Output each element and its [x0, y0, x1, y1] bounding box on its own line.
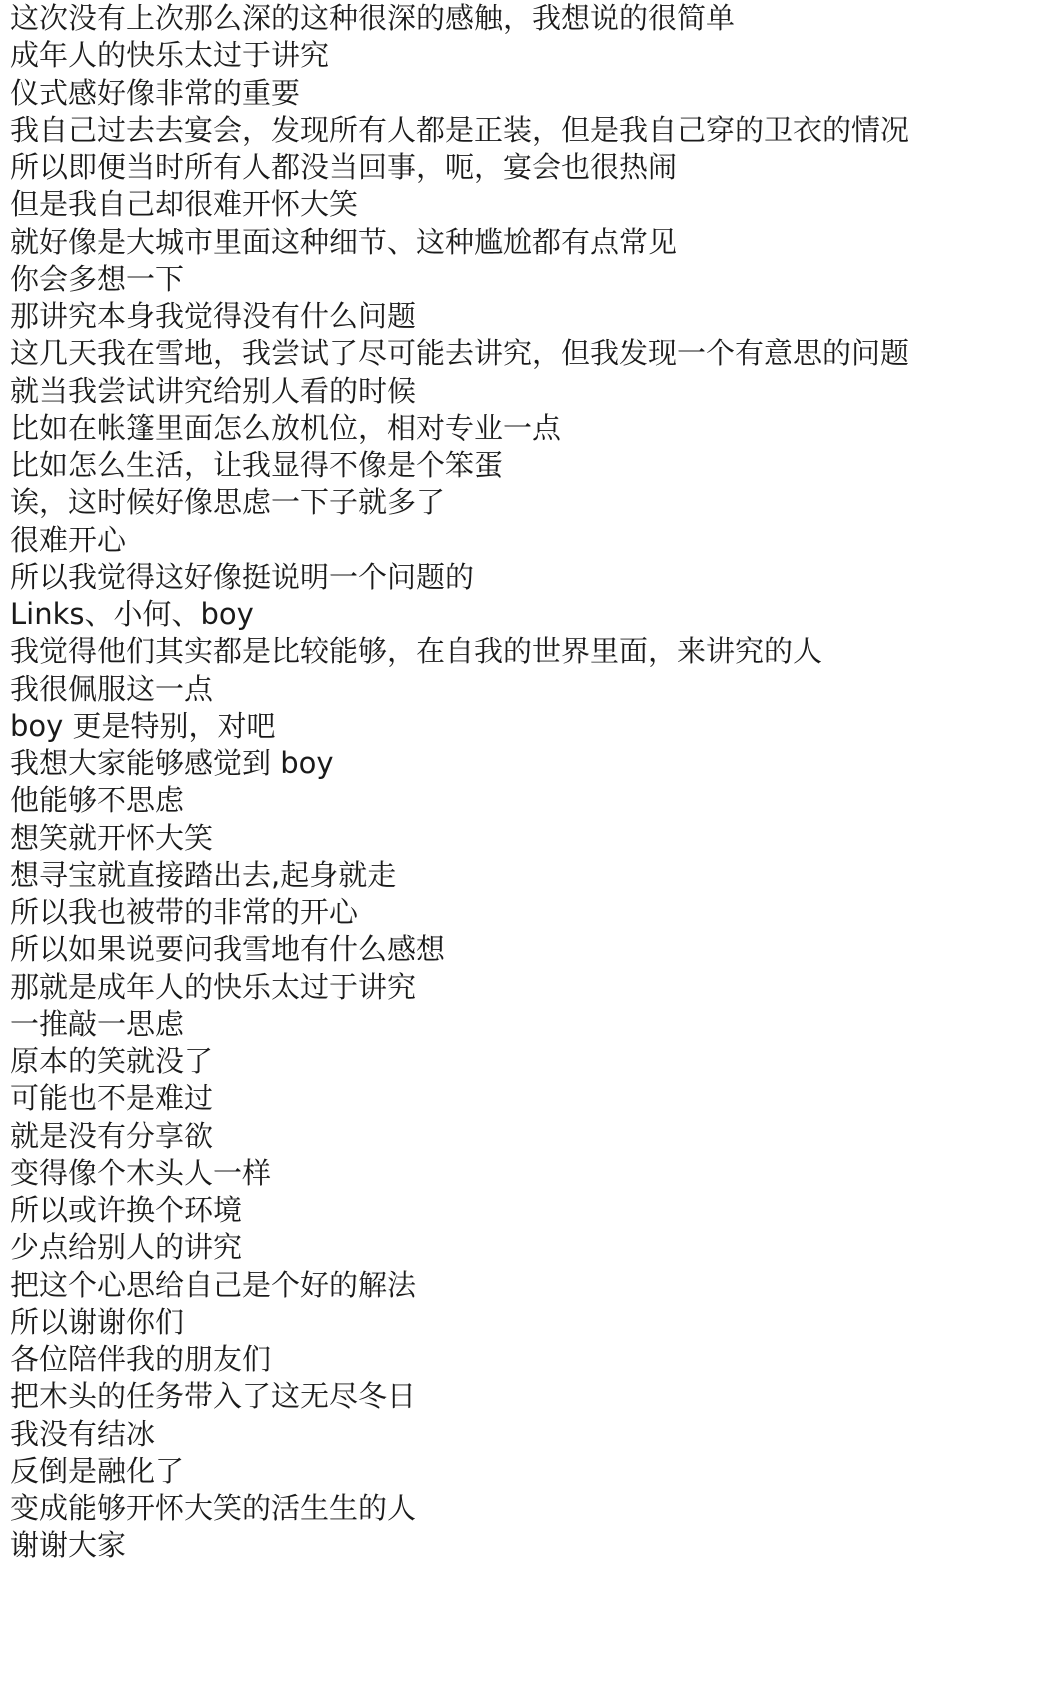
text-line: 我自己过去去宴会，发现所有人都是正装，但是我自己穿的卫衣的情况 [10, 112, 910, 147]
text-line: 变得像个木头人一样 [10, 1155, 272, 1190]
text-line: 谢谢大家 [10, 1528, 127, 1563]
text-line: 把木头的任务带入了这无尽冬日 [10, 1379, 417, 1414]
text-line: 想寻宝就直接踏出去,起身就走 [10, 857, 397, 892]
text-line: 他能够不思虑 [10, 783, 185, 818]
text-line: 我想大家能够感觉到 boy [10, 746, 334, 780]
text-line: 比如怎么生活，让我显得不像是个笨蛋 [10, 448, 504, 482]
text-line: 这几天我在雪地，我尝试了尽可能去讲究，但我发现一个有意思的问题 [10, 336, 910, 371]
text-line: 一推敲一思虑 [10, 1006, 185, 1041]
text-line: 这次没有上次那么深的这种很深的感触，我想说的很简单 [10, 1, 736, 35]
text-line: 但是我自己却很难开怀大笑 [10, 187, 359, 222]
text-line: 所以或许换个环境 [10, 1193, 243, 1227]
text-line: 所以即便当时所有人都没当回事，呃，宴会也很热闹 [10, 150, 678, 184]
text-line: 那就是成年人的快乐太过于讲究 [10, 969, 417, 1004]
text-line: 诶，这时候好像思虑一下子就多了 [10, 485, 446, 520]
text-line: 变成能够开怀大笑的活生生的人 [10, 1491, 417, 1525]
text-line: 比如在帐篷里面怎么放机位，相对专业一点 [10, 410, 562, 445]
text-line: 我没有结冰 [10, 1416, 156, 1451]
text-line: 把这个心思给自己是个好的解法 [10, 1267, 417, 1302]
text-line: 各位陪伴我的朋友们 [10, 1342, 272, 1376]
text-line: 仪式感好像非常的重要 [10, 75, 301, 110]
text-line: 所以我也被带的非常的开心 [10, 895, 359, 929]
text-line: 反倒是融化了 [10, 1453, 185, 1488]
text-line: 少点给别人的讲究 [10, 1230, 243, 1265]
text-line: 成年人的快乐太过于讲究 [10, 38, 330, 73]
text-line: 就是没有分享欲 [10, 1118, 214, 1153]
text-line: 那讲究本身我觉得没有什么问题 [10, 299, 417, 333]
text-line: 原本的笑就没了 [10, 1044, 214, 1078]
text-line: 所以谢谢你们 [10, 1304, 185, 1339]
text-line: boy 更是特别，对吧 [10, 708, 276, 743]
text-line: 我很佩服这一点 [10, 671, 214, 706]
text-line: 想笑就开怀大笑 [10, 820, 214, 855]
text-line: 所以我觉得这好像挺说明一个问题的 [10, 559, 475, 594]
text-line: Links、小何、boy [10, 597, 254, 631]
text-line: 可能也不是难过 [10, 1081, 214, 1116]
text-line: 就当我尝试讲究给别人看的时候 [10, 373, 417, 408]
text-line: 很难开心 [10, 522, 127, 557]
text-line: 所以如果说要问我雪地有什么感想 [10, 932, 446, 967]
text-line: 你会多想一下 [10, 261, 185, 296]
text-line: 就好像是大城市里面这种细节、这种尴尬都有点常见 [10, 224, 678, 259]
text-line: 我觉得他们其实都是比较能够，在自我的世界里面，来讲究的人 [10, 634, 823, 669]
